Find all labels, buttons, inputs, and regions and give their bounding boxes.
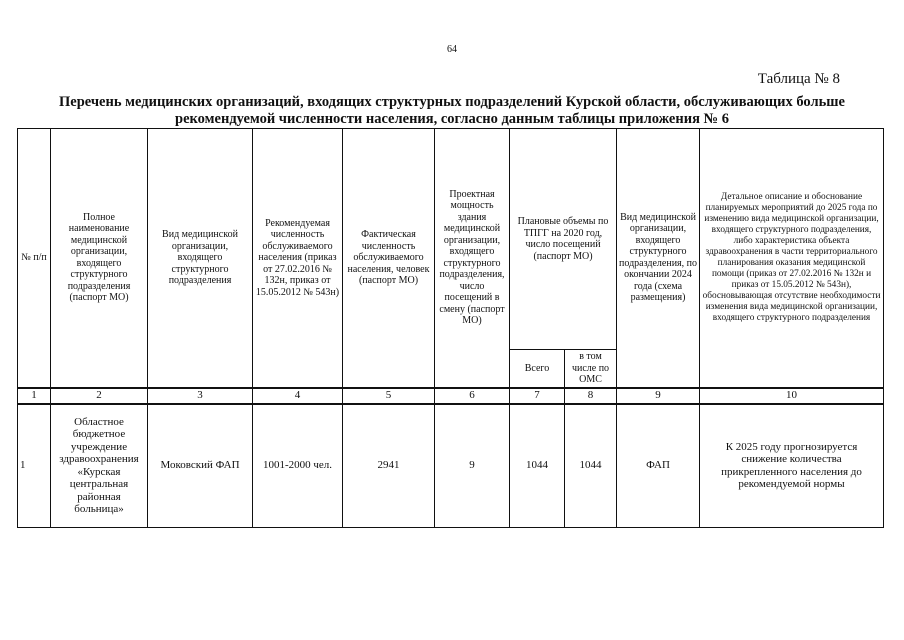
header-recommended: Рекомендуемая численность обслуживаемого населения (приказ от 27.02.2016 № 132н, приказ от 15.05.2012 № 543н) (253, 129, 343, 388)
column-number: 4 (253, 388, 343, 404)
header-planned-volumes: Плановые объемы по ТПГГ на 2020 год, число посещений (паспорт МО) (510, 129, 617, 350)
header-description: Детальное описание и обоснование планируемых мероприятий до 2025 года по изменению вида медицинской организации, входящего структурного подразделения, либо характеристика объекта здравоохранения в части территориального планирования оказания медицинской помощи (приказ от 27.02.2016 № 132н и приказ от 15.05.2012 № 543н), обосновывающая отсутствие необходимости изменения вида медицинской организации, входящего структурного подразделения (700, 129, 884, 388)
capacity-cell: 9 (435, 404, 510, 528)
row-number: 1 (18, 404, 51, 528)
org-type-cell: Моковский ФАП (148, 404, 253, 528)
total-cell: 1044 (510, 404, 565, 528)
actual-cell: 2941 (343, 404, 435, 528)
column-number: 2 (51, 388, 148, 404)
org-name-cell: Областное бюджетное учреждение здравоохранения «Курская центральная районная больница» (51, 404, 148, 528)
column-number: 10 (700, 388, 884, 404)
header-org-type: Вид медицинской организации, входящего структурного подразделения (148, 129, 253, 388)
column-number: 7 (510, 388, 565, 404)
header-total: Всего (510, 350, 565, 388)
oms-cell: 1044 (565, 404, 617, 528)
header-type-2024: Вид медицинской организации, входящего структурного подразделения, по окончании 2024 года (схема размещения) (617, 129, 700, 388)
table-label: Таблица № 8 (757, 71, 840, 87)
column-number: 3 (148, 388, 253, 404)
table-row (18, 404, 884, 528)
header-actual: Фактическая численность обслуживаемого населения, человек (паспорт МО) (343, 129, 435, 388)
organizations-table (17, 128, 884, 528)
column-number: 6 (435, 388, 510, 404)
type-2024-cell: ФАП (617, 404, 700, 528)
column-number: 9 (617, 388, 700, 404)
header-capacity: Проектная мощность здания медицинской организации, входящего структурного подразделения, число посещений в смену (паспорт МО) (435, 129, 510, 388)
document-title: Перечень медицинских организаций, входящих структурных подразделений Курской области, обслуживающих больше рекомендуемой численности населения, согласно данным таблицы приложения № 6 (59, 94, 845, 127)
recommended-cell: 1001-2000 чел. (253, 404, 343, 528)
column-number: 8 (565, 388, 617, 404)
column-number: 1 (18, 388, 51, 404)
column-number: 5 (343, 388, 435, 404)
page-number: 64 (447, 44, 457, 55)
description-cell: К 2025 году прогнозируется снижение количества прикрепленного населения до рекомендуемой нормы (700, 404, 884, 528)
column-numbers-row (18, 388, 884, 404)
header-org-name: Полное наименование медицинской организации, входящего структурного подразделения (паспорт МО) (51, 129, 148, 388)
header-oms: в том числе по ОМС (565, 350, 617, 388)
header-num: № п/п (18, 129, 51, 388)
